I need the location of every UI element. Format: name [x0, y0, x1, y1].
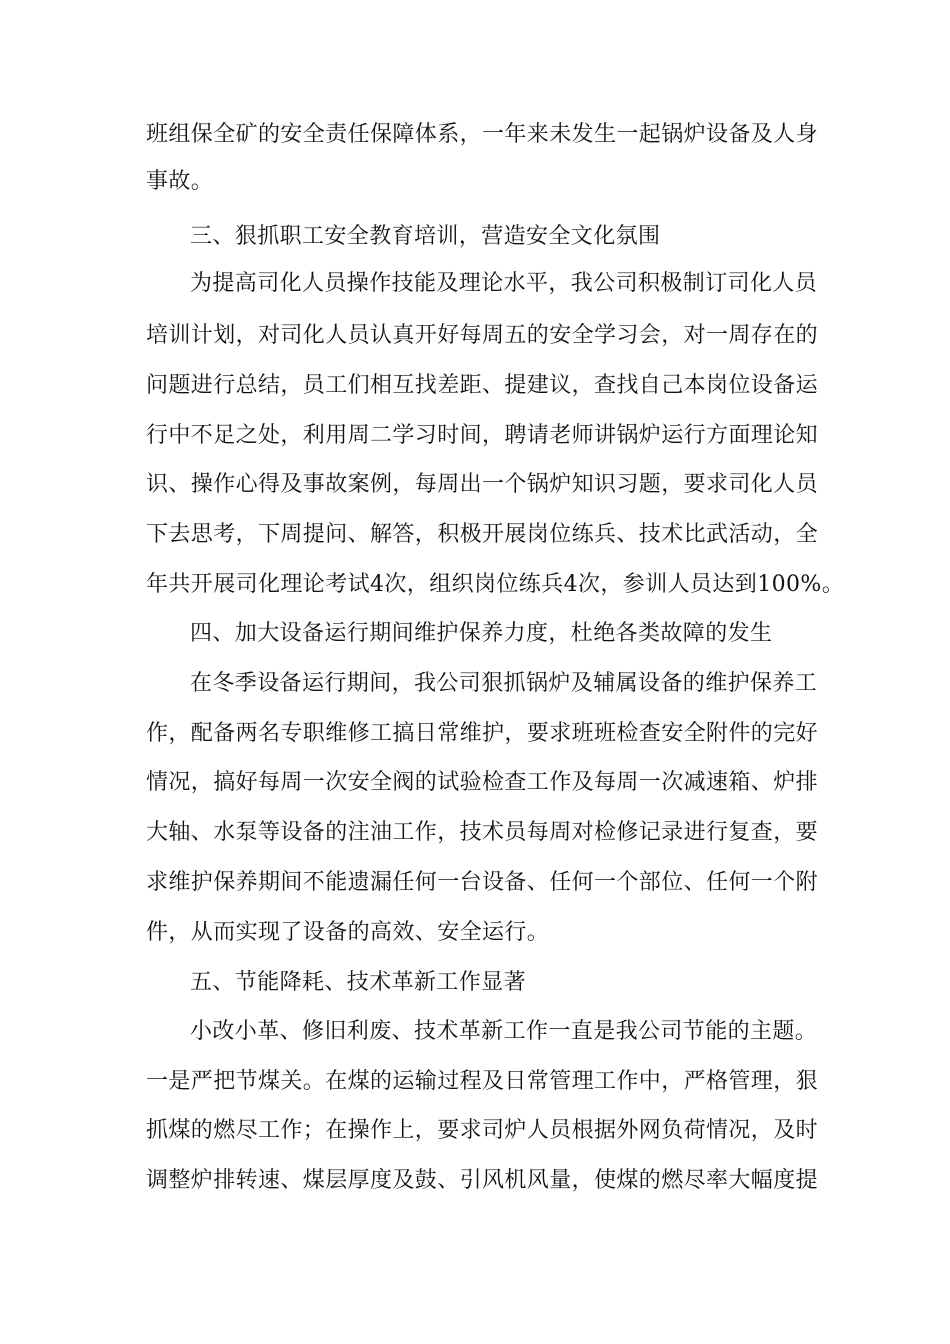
paragraph-line: 为提高司化人员操作技能及理论水平，我公司积极制订司化人员: [190, 271, 818, 296]
paragraph-line: 培训计划，对司化人员认真开好每周五的安全学习会，对一周存在的: [146, 323, 819, 348]
paragraph-line: 行中不足之处，利用周二学习时间，聘请老师讲锅炉运行方面理论知: [146, 423, 819, 448]
paragraph-line: 一是严把节煤关。在煤的运输过程及日常管理工作中，严格管理，狠: [146, 1069, 819, 1094]
paragraph-line: 年共开展司化理论考试4次，组织岗位练兵4次，参训人员达到100%。: [146, 572, 845, 597]
paragraph-line: 事故。: [146, 169, 214, 194]
paragraph-line: 问题进行总结，员工们相互找差距、提建议，查找自己本岗位设备运: [146, 373, 819, 398]
paragraph-line: 下去思考，下周提问、解答，积极开展岗位练兵、技术比武活动，全: [146, 522, 819, 547]
paragraph-line: 小改小革、修旧利废、技术革新工作一直是我公司节能的主题。: [190, 1019, 818, 1044]
paragraph-line: 班组保全矿的安全责任保障体系，一年来未发生一起锅炉设备及人身: [146, 122, 819, 147]
section-heading-3: 三、狠抓职工安全教育培训，营造安全文化氛围: [190, 224, 661, 249]
paragraph-line: 件，从而实现了设备的高效、安全运行。: [146, 920, 550, 945]
paragraph-line: 抓煤的燃尽工作；在操作上，要求司炉人员根据外网负荷情况，及时: [146, 1118, 819, 1143]
paragraph-line: 识、操作心得及事故案例，每周出一个锅炉知识习题，要求司化人员: [146, 472, 819, 497]
paragraph-line: 在冬季设备运行期间，我公司狠抓锅炉及辅属设备的维护保养工: [190, 671, 818, 696]
paragraph-line: 大轴、水泵等设备的注油工作，技术员每周对检修记录进行复查，要: [146, 820, 819, 845]
paragraph-line: 求维护保养期间不能遗漏任何一台设备、任何一个部位、任何一个附: [146, 870, 819, 895]
paragraph-line: 作，配备两名专职维修工搞日常维护，要求班班检查安全附件的完好: [146, 721, 819, 746]
section-heading-5: 五、节能降耗、技术革新工作显著: [190, 970, 527, 995]
paragraph-line: 情况，搞好每周一次安全阀的试验检查工作及每周一次减速箱、炉排: [146, 770, 819, 795]
paragraph-line: 调整炉排转速、煤层厚度及鼓、引风机风量，使煤的燃尽率大幅度提: [146, 1168, 819, 1193]
section-heading-4: 四、加大设备运行期间维护保养力度，杜绝各类故障的发生: [190, 621, 773, 646]
